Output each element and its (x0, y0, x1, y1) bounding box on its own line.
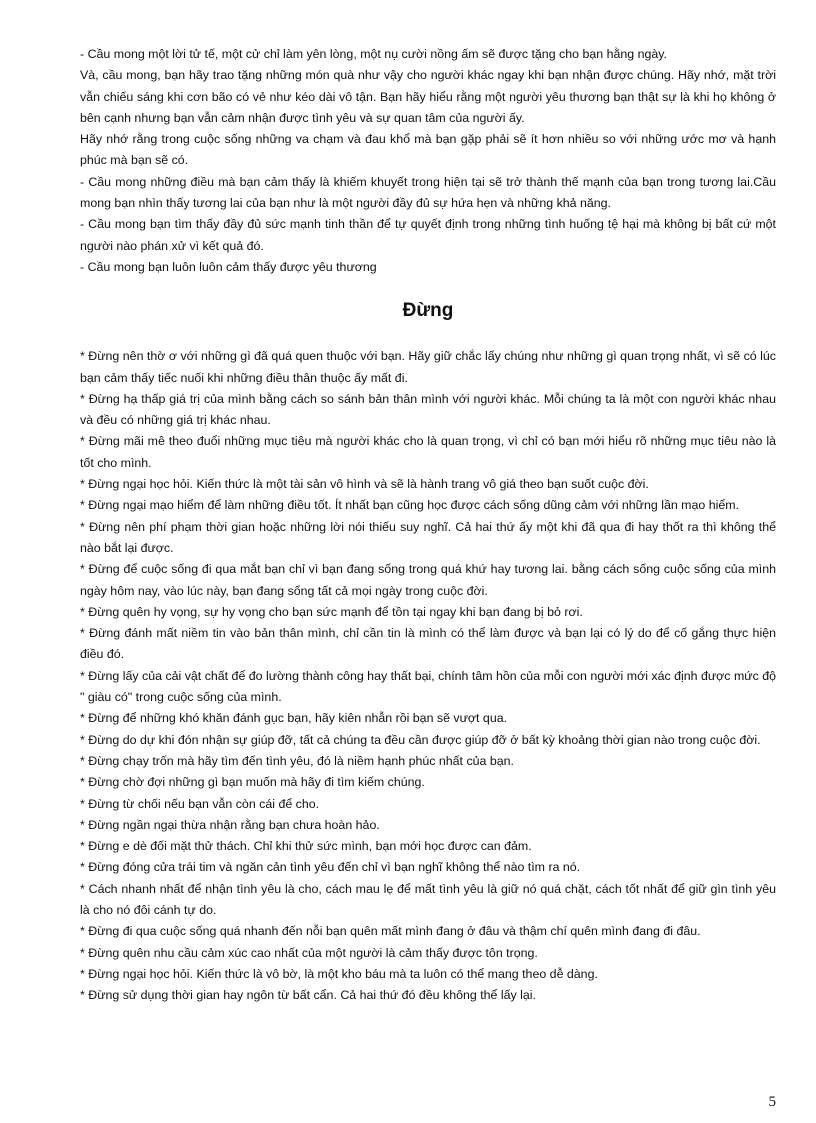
paragraph: Và, cầu mong, bạn hãy trao tặng những món quà như vậy cho người khác ngay khi bạn nhận được chúng. Hãy nhớ, mặt trời vẫn chiếu sáng khi cơn bão có vẻ như kéo dài vô tận. Bạn hãy hiểu rằng một người yêu thương bạn thật sự là khi họ không ở bên cạnh nhưng bạn vẫn cảm nhận được tình yêu và sự quan tâm của người ấy. (80, 68, 776, 125)
list-item: * Đừng hạ thấp giá trị của mình bằng cách so sánh bản thân mình với người khác. Mỗi chúng ta là một con người khác nhau và đều có những giá trị khác nhau. (80, 391, 776, 428)
blessings-section (80, 44, 776, 278)
list-item: * Đừng đóng cửa trái tim và ngăn cản tình yêu đến chỉ vì bạn nghĩ không thể nào tìm ra nó. (80, 860, 581, 875)
list-item: * Đừng ngại học hỏi. Kiến thức là vô bờ, là một kho báu mà ta luôn có thể mang theo dễ dàng. (80, 966, 598, 981)
list-item: * Cách nhanh nhất để nhận tình yêu là cho, cách mau lẹ để mất tình yêu là giữ nó quá chặt, cách tốt nhất để giữ gìn tình yêu là cho nó đôi cánh tự do. (80, 881, 776, 917)
list-item: * Đừng do dự khi đón nhận sự giúp đỡ, tất cả chúng ta đều cần được giúp đỡ ở bất kỳ khoảng thời gian nào trong cuộc đời. (80, 732, 761, 747)
list-item: * Đừng lấy của cải vật chất để đo lường thành công hay thất bại, chính tâm hồn của mỗi con người mới xác định được mức độ " giàu có" trong cuộc sống của mình. (80, 668, 776, 705)
list-item: * Đừng ngần ngại thừa nhận rằng bạn chưa hoàn hảo. (80, 817, 380, 832)
list-item: * Đừng chạy trốn mà hãy tìm đến tình yêu, đó là niềm hạnh phúc nhất của bạn. (80, 753, 514, 768)
paragraph: - Cầu mong bạn tìm thấy đầy đủ sức mạnh tinh thần để tự quyết định trong những tình huống tệ hại mà không bị bất cứ một người nào phán xử vì kết quả đó. (80, 217, 776, 253)
paragraph: - Cầu mong bạn luôn luôn cảm thấy được yêu thương (80, 259, 377, 274)
list-item: * Đừng quên nhu cầu cảm xúc cao nhất của một người là cảm thấy được tôn trọng. (80, 945, 538, 960)
list-item: * Đừng chờ đợi những gì bạn muốn mà hãy đi tìm kiếm chúng. (80, 775, 425, 790)
dont-list-section (80, 346, 776, 1006)
list-item: * Đừng để cuộc sống đi qua mắt bạn chỉ vì bạn đang sống trong quá khứ hay tương lai. bằng cách sống cuộc sống của mình ngày hôm nay, vào lúc này, bạn đang sống tất cả mọi ngày trong cuộc đời. (80, 562, 776, 598)
list-item: * Đừng sử dụng thời gian hay ngôn từ bất cẩn. Cả hai thứ đó đều không thể lấy lại. (80, 988, 536, 1003)
list-item: * Đừng ngại mạo hiểm để làm những điều tốt. Ít nhất bạn cũng học được cách sống dũng cảm với những lần mạo hiểm. (80, 498, 740, 513)
list-item: * Đừng đi qua cuộc sống quá nhanh đến nỗi bạn quên mất mình đang ở đâu và thậm chí quên mình đang đi đâu. (80, 924, 701, 939)
list-item: * Đừng nên phí phạm thời gian hoặc những lời nói thiếu suy nghĩ. Cả hai thứ ấy một khi đã qua đi hay thốt ra thì không thể nào bắt lại được. (80, 519, 776, 555)
list-item: * Đừng mãi mê theo đuổi những mục tiêu mà người khác cho là quan trọng, vì chỉ có bạn mới hiểu rõ những mục tiêu nào là tốt cho mình. (80, 434, 776, 470)
section-heading: Đừng (402, 300, 454, 322)
list-item: * Đừng đánh mất niềm tin vào bản thân mình, chỉ cần tin là mình có thể làm được và bạn lại có lý do để cố gắng thực hiện điều đó. (80, 626, 776, 662)
paragraph: - Cầu mong những điều mà bạn cảm thấy là khiếm khuyết trong hiện tại sẽ trở thành thế mạnh của bạn trong tương lai.Cầu mong bạn nhìn thấy tương lai của bạn như là một người đầy đủ sự hứa hẹn và những khả năng. (80, 174, 776, 211)
page-number: 5 (768, 1094, 776, 1110)
paragraph: - Cầu mong một lời tử tế, một cử chỉ làm yên lòng, một nụ cười nồng ấm sẽ được tặng cho bạn hằng ngày. (80, 47, 667, 61)
page-content (80, 44, 776, 1006)
list-item: * Đừng để những khó khăn đánh gục bạn, hãy kiên nhẫn rồi bạn sẽ vượt qua. (80, 711, 508, 726)
list-item: * Đừng từ chối nếu bạn vẫn còn cái để cho. (80, 796, 320, 811)
paragraph: Hãy nhớ rằng trong cuộc sống những va chạm và đau khổ mà bạn gặp phải sẽ ít hơn nhiều so với những ước mơ và hạnh phúc mà bạn sẽ có. (80, 132, 776, 168)
list-item: * Đừng e dè đối mặt thử thách. Chỉ khi thử sức mình, bạn mới học được can đảm. (80, 839, 532, 854)
list-item: * Đừng nên thờ ơ với những gì đã quá quen thuộc với bạn. Hãy giữ chắc lấy chúng như những gì quan trọng nhất, vì sẽ có lúc bạn cảm thấy tiếc nuối khi những điều thân thuộc ấy mất đi. (80, 349, 776, 385)
list-item: * Đừng quên hy vọng, sự hy vọng cho bạn sức mạnh để tồn tại ngay khi bạn đang bị bỏ rơi. (80, 604, 583, 619)
list-item: * Đừng ngại học hỏi. Kiến thức là một tài sản vô hình và sẽ là hành trang vô giá theo bạn suốt cuộc đời. (80, 477, 649, 492)
